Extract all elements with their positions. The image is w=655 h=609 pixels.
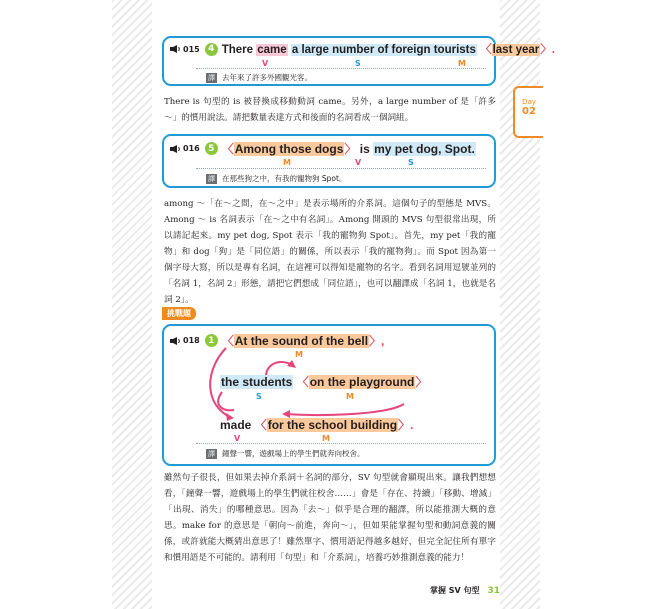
track-number: 016 — [183, 144, 200, 153]
track-number: 015 — [183, 44, 200, 54]
label-v: V — [355, 158, 362, 167]
left-stripe-margin — [112, 0, 152, 609]
label-m: M — [458, 59, 466, 68]
label-v: V — [262, 59, 269, 68]
translation-tag: 譯 — [208, 449, 215, 458]
challenge-tag: 挑戰題 — [162, 307, 196, 320]
subject-phrase: my pet dog, Spot. — [374, 142, 475, 156]
translation — [206, 448, 365, 459]
modifier-phrase: Among those dogs — [234, 142, 344, 156]
label-m: M — [322, 434, 330, 443]
verb-made: made — [220, 418, 252, 432]
label-v: V — [234, 434, 241, 443]
label-s: S — [355, 59, 361, 68]
sentence-phrase-1 — [222, 332, 385, 349]
bracket-open: 〈 — [480, 44, 492, 56]
translation-text: 在那些狗之中，有我的寵物狗 Spot。 — [222, 174, 347, 183]
label-m: M — [283, 158, 291, 167]
divider — [196, 68, 486, 69]
day-tab-label: Day — [522, 98, 536, 106]
paragraph-2: among ～「在～之間，在～之中」是表示場所的介系詞。這個句子的型態是 MVS。Among ～ is 名詞表示「在～之中有名詞」。Among 開頭的 MVS 句型很常出現，所以請記起來。my pet dog, Spot 表示「我的寵物狗 Spot」。首先，my pet「我的寵物」和 dog「狗」是「同位語」的關係，所以表示「我的寵物狗」。而 Spot 因為第一個字母大寫，所以是專有名詞，在這裡可以得知是寵物的名字。看到名詞用逗號並列的「名詞 1，名詞 2」形態，請把它們想成「同位語」，也可以翻譯成「名詞 1，也就是名詞 2」。 — [164, 199, 496, 305]
verb-came: came — [257, 44, 287, 56]
label-s: S — [256, 392, 262, 401]
label-s: S — [408, 158, 414, 167]
example-box-016 — [162, 134, 496, 188]
bracket-open: 〈 — [221, 142, 234, 156]
sentence-line-1 — [170, 332, 384, 349]
word-there: There — [221, 44, 254, 56]
day-tab — [513, 86, 543, 138]
modifier-phrase: last year — [492, 44, 540, 56]
example-box-015 — [162, 36, 555, 86]
page-number: 31 — [487, 585, 501, 596]
bracket-open: 〈 — [254, 418, 267, 432]
bracket-close: 〉. — [398, 418, 414, 432]
example-number-badge: 5 — [205, 142, 218, 155]
sentence-phrase-2 — [220, 373, 427, 390]
divider — [196, 443, 486, 444]
label-m: M — [295, 350, 303, 359]
footer-title: 掌握 SV 句型 — [430, 586, 480, 595]
translation-text: 去年來了許多外國觀光客。 — [222, 73, 312, 82]
verb-is: is — [359, 142, 370, 156]
modifier-phrase-1: At the sound of the bell — [234, 334, 369, 348]
translation-text: 鐘聲一響，遊戲場上的學生們就奔向校舍。 — [222, 449, 365, 458]
speaker-icon — [170, 145, 181, 153]
bracket-open: 〈 — [296, 375, 309, 389]
sentence-line-2 — [220, 373, 427, 390]
audio-track[interactable] — [170, 336, 200, 345]
divider — [196, 168, 486, 169]
translation-tag: 譯 — [208, 73, 215, 82]
speaker-icon — [170, 45, 181, 53]
example-sentence — [170, 140, 476, 157]
example-number-badge: 4 — [205, 43, 218, 56]
translation-tag: 譯 — [208, 174, 215, 183]
example-number-badge: 1 — [205, 334, 218, 347]
audio-track[interactable] — [170, 144, 200, 153]
bracket-close: 〉, — [369, 334, 385, 348]
paragraph-1: There is 句型的 is 被替換成移動動詞 came。另外，a large number of 是「許多～」的慣用說法。請把數量表達方式和後面的名詞看成一個詞組。 — [164, 97, 496, 123]
track-number: 018 — [183, 336, 200, 345]
label-m: M — [346, 392, 354, 401]
example-box-018 — [162, 324, 496, 466]
paragraph-3: 雖然句子很長，但如果去掉介系詞＋名詞的部分，SV 句型就會顯現出來。讓我們想想看，「鐘聲一響，遊戲場上的學生們就往校舍……」會是「存在、持續」「移動、增減」「出現、消失」的哪種意思。因為「去～」似乎是合理的翻譯，所以能推測大概的意思。make for 的意思是「朝向～前進，奔向～」，但如果能掌握句型和動詞意義的關係，或許就能大概猜出意思了！雖然單字、慣用語記得越多越好，但完全記住所有單字和慣用語是不可能的。請利用「句型」和「介系詞」，培養巧妙推測意義的能力！ — [164, 473, 496, 563]
translation — [206, 72, 312, 83]
modifier-phrase-2: on the playground — [309, 375, 415, 389]
day-tab-number: 02 — [522, 106, 536, 117]
sentence-text — [222, 41, 555, 57]
subject-phrase: the students — [221, 375, 293, 389]
example-sentence — [170, 41, 555, 57]
sentence-line-3 — [220, 416, 413, 433]
bracket-close: 〉 — [344, 142, 357, 156]
subject-phrase: a large number of foreign tourists — [291, 44, 476, 56]
audio-track[interactable] — [170, 45, 200, 54]
sentence-text — [222, 140, 476, 157]
modifier-phrase-3: for the school building — [267, 418, 398, 432]
speaker-icon — [170, 337, 181, 345]
page-footer — [430, 585, 500, 596]
bracket-open: 〈 — [221, 334, 234, 348]
translation — [206, 173, 346, 184]
bracket-close: 〉 — [415, 375, 428, 389]
bracket-close: 〉. — [540, 44, 555, 56]
sentence-phrase-3 — [220, 416, 413, 433]
